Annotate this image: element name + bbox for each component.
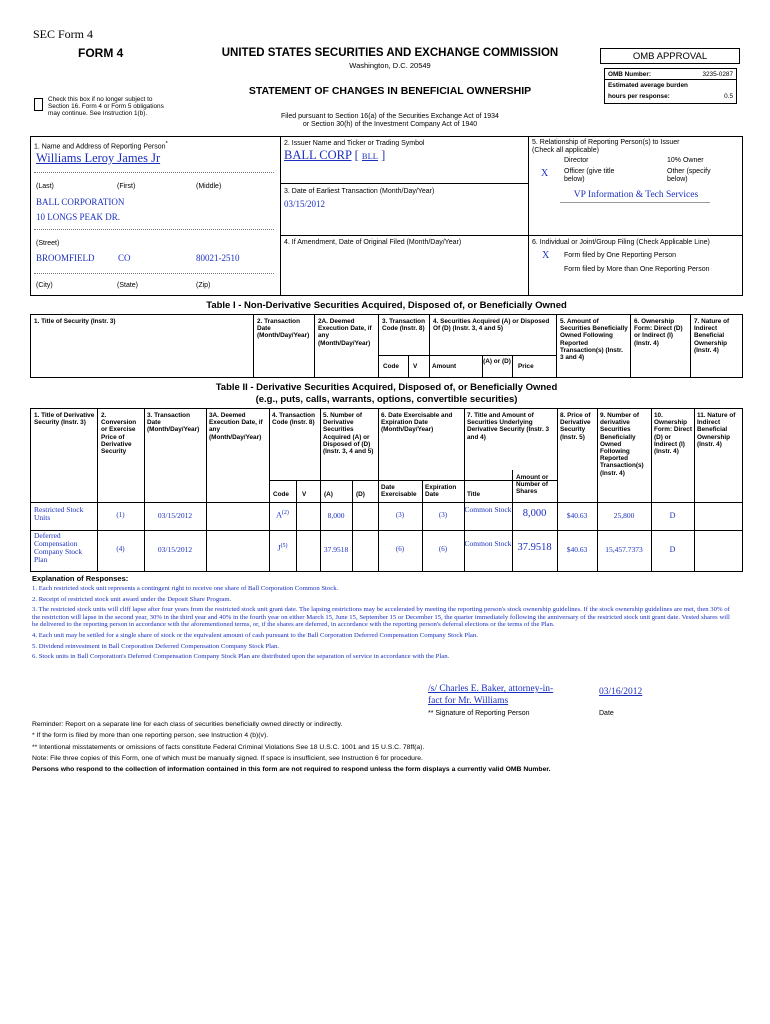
street-label: (Street) xyxy=(36,240,60,247)
issuer-name: BALL CORP [ BLL ] xyxy=(284,148,386,162)
t1-col1: 1. Title of Security (Instr. 3) xyxy=(34,318,116,325)
t2-expiration-date: Expiration Date xyxy=(425,484,457,499)
one-person-option[interactable]: Form filed by One Reporting Person xyxy=(564,252,677,259)
t2-row1-date: 03/15/2012 xyxy=(157,511,193,520)
t2-row1-exercisable[interactable]: (3) xyxy=(395,511,405,519)
t2-row1-conv[interactable]: (1) xyxy=(116,511,125,519)
box5-label: 5. Relationship of Reporting Person(s) to Issuer (Check all applicable) xyxy=(532,139,680,154)
filed-pursuant: Filed pursuant to Section 16(a) of the Securities Exchange Act of 1934 or Section 30(h) of the Investment Company Act of 1940 xyxy=(281,113,499,128)
footer-omb: Persons who respond to the collection of information contained in this form are not required to respond unless the form displays a currently valid OMB Number. xyxy=(32,766,551,774)
earliest-transaction-date: 03/15/2012 xyxy=(284,199,326,209)
last-label: (Last) xyxy=(36,183,54,190)
t1-col5: 5. Amount of Securities Beneficially Owned Following Reported Transaction(s) (Instr. 3 and 4) xyxy=(560,318,628,362)
table2-title: Table II - Derivative Securities Acquired, Disposed of, or Beneficially Owned (e.g., puts, calls, warrants, options, convertible securities) xyxy=(215,382,558,405)
t2-row2-price: $40.63 xyxy=(566,545,588,554)
ticker-link[interactable]: BLL xyxy=(361,151,378,161)
footer-double-star: ** Intentional misstatements or omissions of facts constitute Federal Criminal Violations See 18 U.S.C. 1001 and 15 U.S.C. 78ff(a). xyxy=(32,743,425,751)
t1-code: Code xyxy=(383,363,399,370)
t2-title: Title xyxy=(467,491,481,498)
city-label: (City) xyxy=(36,282,53,289)
t1-aord: (A) or (D) xyxy=(483,358,511,365)
t2-col10: 10. Ownership Form: Direct (D) or Indirect (I) (Instr. 4) xyxy=(654,412,692,456)
signature-date: 03/16/2012 xyxy=(599,687,643,697)
t2-row1-amount: 8,000 xyxy=(327,511,345,520)
t2-col8: 8. Price of Derivative Security (Instr. 5) xyxy=(560,412,591,441)
zip-label: (Zip) xyxy=(196,282,211,289)
zip-value: 80021-2510 xyxy=(196,253,240,263)
sec-form-label: SEC Form 4 xyxy=(33,27,94,41)
t2-d: (D) xyxy=(356,491,365,498)
t2-row1-form: D xyxy=(669,511,676,520)
t2-row2-exercisable[interactable]: (6) xyxy=(395,545,405,553)
t2-amount-shares: Amount or Number of Shares xyxy=(516,474,549,496)
omb-info-box: OMB Number: 3235-0287 Estimated average burden hours per response: 0.5 xyxy=(604,68,737,104)
address-line1: BALL CORPORATION xyxy=(36,197,125,207)
checkbox-text: Check this box if no longer subject to Section 16. Form 4 or Form 5 obligations may continue. See Instruction 1(b). xyxy=(48,96,164,118)
t2-code: Code xyxy=(273,491,289,498)
one-person-x-mark: X xyxy=(542,250,550,261)
first-label: (First) xyxy=(117,183,136,190)
note-1: 1. Each restricted stock unit represents a contingent right to receive one share of Ball Corporation Common Stock. xyxy=(32,585,339,592)
ten-percent-option[interactable]: 10% Owner xyxy=(667,157,704,164)
signature-label: ** Signature of Reporting Person xyxy=(428,710,530,717)
box2-label: 2. Issuer Name and Ticker or Trading Symbol xyxy=(284,140,425,147)
city-value: BROOMFIELD xyxy=(36,253,95,263)
t2-a: (A) xyxy=(324,491,333,498)
no-longer-subject-checkbox[interactable] xyxy=(34,98,43,111)
t2-row1-expiration[interactable]: (3) xyxy=(438,511,448,519)
reporting-person-name[interactable]: Williams Leroy James Jr xyxy=(36,151,161,165)
t1-col4: 4. Securities Acquired (A) or Disposed Of (D) (Instr. 3, 4 and 5) xyxy=(433,318,550,333)
t1-col3: 3. Transaction Code (Instr. 8) xyxy=(382,318,425,333)
issuer-link[interactable]: BALL CORP xyxy=(284,148,352,162)
other-option[interactable]: Other (specify below) xyxy=(667,168,711,183)
explanation-notes xyxy=(32,585,732,664)
t2-row2-date: 03/15/2012 xyxy=(157,545,193,554)
table1-title: Table I - Non-Derivative Securities Acquired, Disposed of, or Beneficially Owned xyxy=(206,300,567,311)
t2-row2-form: D xyxy=(669,545,676,554)
t1-col2a: 2A. Deemed Execution Date, if any (Month/Day/Year) xyxy=(318,318,372,347)
note-4: 4. Each unit may be settled for a single share of stock or the equivalent amount of cash pursuant to the Ball Corporation Deferred Compensation Company Stock Plan. xyxy=(32,631,478,639)
t2-row1-title: Restricted Stock Units xyxy=(34,505,84,522)
signature: /s/ Charles E. Baker, attorney-in- fact for Mr. Williams xyxy=(428,684,554,706)
address-line2: 10 LONGS PEAK DR. xyxy=(36,212,121,222)
footer-reminder: Reminder: Report on a separate line for each class of securities beneficially owned directly or indirectly. xyxy=(32,721,343,728)
footer-note: Note: File three copies of this Form, one of which must be manually signed. If space is insufficient, see Instruction 6 for procedure. xyxy=(32,754,423,762)
omb-title-box: OMB APPROVAL xyxy=(600,48,740,64)
t2-col4: 4. Transaction Code (Instr. 8) xyxy=(272,412,315,427)
commission-title: UNITED STATES SECURITIES AND EXCHANGE COMMISSION xyxy=(221,47,559,59)
t2-col3a: 3A. Deemed Execution Date, if any (Month/Day/Year) xyxy=(209,412,263,441)
t1-v: V xyxy=(413,363,418,370)
t2-row2-expiration[interactable]: (6) xyxy=(438,545,448,553)
t1-amount: Amount xyxy=(432,363,457,370)
note-6: 6. Stock units in Ball Corporation's Deferred Compensation Company Stock Plan are distributed upon the separation of service in accordance with the Plan. xyxy=(32,653,450,661)
officer-option[interactable]: Officer (give title below) xyxy=(564,168,615,183)
box6-label: 6. Individual or Joint/Group Filing (Check Applicable Line) xyxy=(532,239,710,246)
statement-title: STATEMENT OF CHANGES IN BENEFICIAL OWNERSHIP xyxy=(248,85,532,97)
explanation-title: Explanation of Responses: xyxy=(32,574,129,583)
note-3: 3. The restricted stock units will cliff lapse after four years from the restricted stock unit grant date. The lapsing restrictions may be accelerated by meeting the reporting person's stock ownership guidelines. If the stock ownership guidelines are met, then 30% of the restriction will lapse in the second year, 30% in the third year and 40% in the fourth year on either March 15, June 15, September 15 or December 15, the quarter immediately following the anniversary of the restricted stock unit grant date. Vested shares will be delivered to the reporting person in accordance with the aforementioned terms, or, if the shares are deferred, in accordance with the reporting person's deferral elections or the terms of the Plan. xyxy=(32,606,730,629)
t1-col6: 6. Ownership Form: Direct (D) or Indirect (I) (Instr. 4) xyxy=(634,318,683,347)
t1-price: Price xyxy=(518,363,534,370)
t2-row2-amount: 37.9518 xyxy=(323,545,349,554)
t2-col9: 9. Number of derivative Securities Beneficially Owned Following Reported Transaction(s) (Instr. 4) xyxy=(600,412,644,477)
t2-row1-code: $A^{(2)}$ xyxy=(276,510,289,520)
box1-label: 1. Name and Address of Reporting Person* xyxy=(34,141,168,151)
t2-v: V xyxy=(302,491,307,498)
officer-title: VP Information & Tech Services xyxy=(573,190,699,200)
t2-row2-code: $J^{(5)}$ xyxy=(277,543,288,553)
form-title: FORM 4 xyxy=(78,46,124,60)
officer-x-mark: X xyxy=(541,168,549,179)
t2-col3: 3. Transaction Date (Month/Day/Year) xyxy=(147,412,200,434)
box3-label: 3. Date of Earliest Transaction (Month/Day/Year) xyxy=(284,188,435,195)
t2-col1: 1. Title of Derivative Security (Instr. 3) xyxy=(34,412,95,427)
footer-star: * If the form is filed by more than one reporting person, see Instruction 4 (b)(v). xyxy=(32,732,269,740)
note-5: 5. Dividend reinvestment in Ball Corporation Deferred Compensation Company Stock Plan. xyxy=(32,642,280,650)
date-label: Date xyxy=(599,710,614,717)
director-option[interactable]: Director xyxy=(564,157,589,164)
t2-row1-price: $40.63 xyxy=(566,511,588,520)
t2-row1-owned: 25,800 xyxy=(613,511,635,520)
t2-row2-underlying-title: Common Stock xyxy=(464,539,512,548)
more-person-option[interactable]: Form filed by More than One Reporting Person xyxy=(564,266,710,273)
t2-row2-underlying-amount: 37.9518 xyxy=(517,542,552,553)
t2-date-exercisable: Date Exercisable xyxy=(381,484,417,499)
commission-location: Washington, D.C. 20549 xyxy=(349,61,431,70)
t2-row2-owned: 15,457.7373 xyxy=(605,545,643,554)
t2-row2-conv[interactable]: (4) xyxy=(116,545,125,553)
t1-col7: 7. Nature of Indirect Beneficial Ownership (Instr. 4) xyxy=(694,318,730,354)
footer-notes xyxy=(32,719,742,775)
t2-col7: 7. Title and Amount of Securities Underlying Derivative Security (Instr. 3 and 4) xyxy=(467,412,550,441)
state-label: (State) xyxy=(117,282,139,289)
box4-label: 4. If Amendment, Date of Original Filed (Month/Day/Year) xyxy=(284,239,462,246)
t2-row1-underlying-amount: 8,000 xyxy=(522,508,547,519)
middle-label: (Middle) xyxy=(196,183,222,190)
t1-col2: 2. Transaction Date (Month/Day/Year) xyxy=(257,318,310,340)
note-2: 2. Receipt of restricted stock unit award under the Deposit Share Program. xyxy=(32,595,232,603)
t2-col2: 2. Conversion or Exercise Price of Derivative Security xyxy=(101,412,137,456)
state-value: CO xyxy=(118,253,131,263)
t2-row1-underlying-title: Common Stock xyxy=(464,505,512,514)
t2-col11: 11. Nature of Indirect Beneficial Ownership (Instr. 4) xyxy=(697,412,736,448)
t2-col5: 5. Number of Derivative Securities Acquired (A) or Disposed of (D) (Instr. 3, 4 and 5) xyxy=(323,412,374,456)
t2-row2-title: Deferred Compensation Company Stock Plan xyxy=(34,531,83,564)
t2-col6: 6. Date Exercisable and Expiration Date (Month/Day/Year) xyxy=(381,412,453,434)
